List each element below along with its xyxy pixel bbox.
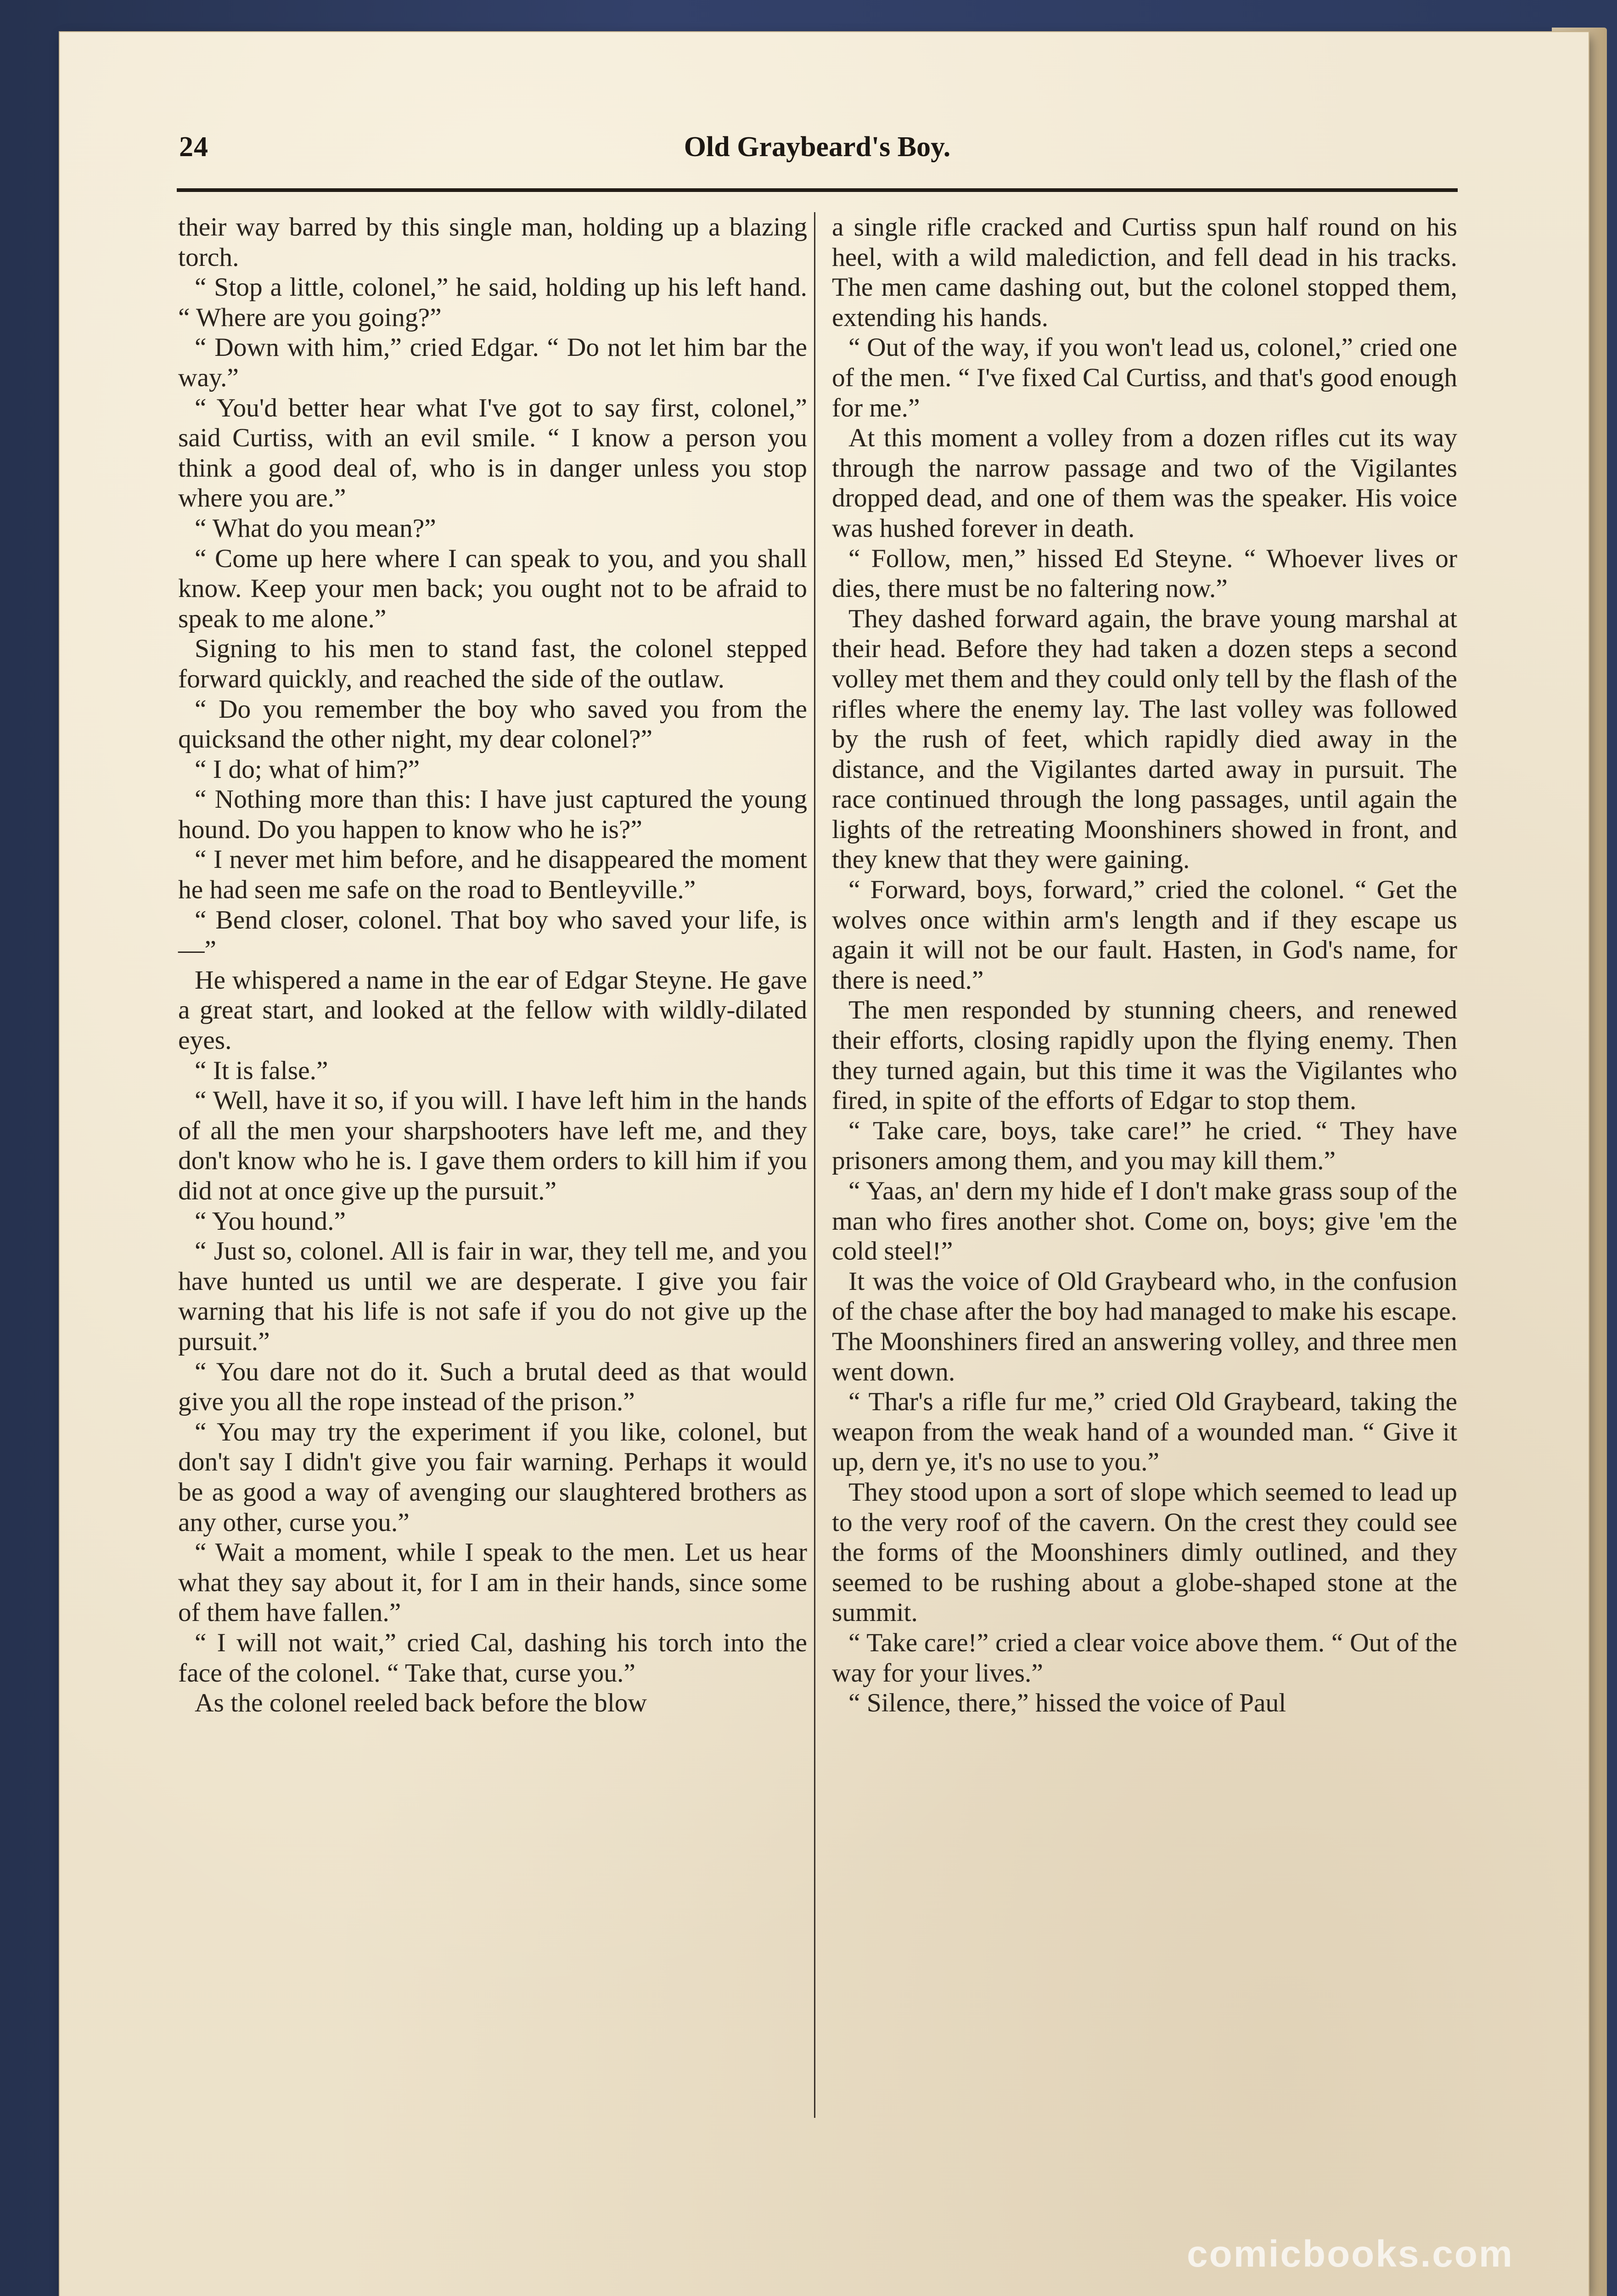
paragraph: a single rifle cracked and Curtiss spun half round on his heel, with a wild malediction, and fell dead in his tracks. The men came dashing out, but the colonel stopped them, extending his hands. [832, 213, 1457, 332]
paragraph: “ Come up here where I can speak to you, and you shall know. Keep your men back; you ought not to be afraid to speak to me alone.” [178, 544, 807, 633]
paragraph: “ Bend closer, colonel. That boy who saved your life, is—” [178, 905, 807, 965]
page-number: 24 [179, 131, 208, 163]
paragraph: “ Stop a little, colonel,” he said, holding up his left hand. “ Where are you going?” [178, 273, 807, 332]
paragraph: “ Yaas, an' dern my hide ef I don't make grass soup of the man who fires another shot. Come on, boys; give 'em the cold steel!” [832, 1176, 1457, 1266]
paragraph: “ Down with him,” cried Edgar. “ Do not let him bar the way.” [178, 333, 807, 392]
paragraph: “ Nothing more than this: I have just captured the young hound. Do you happen to know who he is?” [178, 785, 807, 844]
paragraph: “ Silence, there,” hissed the voice of Paul [848, 1688, 1286, 1718]
paragraph: “ Thar's a rifle fur me,” cried Old Graybeard, taking the weapon from the weak hand of a wounded man. “ Give it up, dern ye, it's no use to you.” [832, 1387, 1457, 1477]
paragraph: “ Take care, boys, take care!” he cried. “ They have prisoners among them, and you may kill them.” [832, 1116, 1457, 1176]
column-divider [814, 212, 815, 2118]
paragraph: It was the voice of Old Graybeard who, in the confusion of the chase after the boy had managed to make his escape. The Moonshiners fired an answering volley, and three men went down. [832, 1266, 1457, 1386]
paragraph: “ You dare not do it. Such a brutal deed as that would give you all the rope instead of the prison.” [178, 1357, 807, 1417]
paragraph: “ You'd better hear what I've got to say first, colonel,” said Curtiss, with an evil smile. “ I know a person you think a good deal of, who is in danger unless you stop where you are.” [178, 393, 807, 513]
paragraph: “ You may try the experiment if you like, colonel, but don't say I didn't give you fair warning. Perhaps it would be as good a way of avenging our slaughtered brothers as any other, curse you.” [178, 1417, 807, 1537]
page-header [179, 131, 1455, 177]
paragraph: Signing to his men to stand fast, the colonel stepped forward quickly, and reached the side of the outlaw. [178, 634, 807, 693]
paragraph: “ I will not wait,” cried Cal, dashing his torch into the face of the colonel. “ Take that, curse you.” [178, 1628, 807, 1688]
paragraph: “ Take care!” cried a clear voice above them. “ Out of the way for your lives.” [832, 1628, 1457, 1688]
paragraph: “ Follow, men,” hissed Ed Steyne. “ Whoever lives or dies, there must be no faltering now.” [832, 544, 1457, 603]
paragraph: “ You hound.” [195, 1206, 346, 1236]
running-title: Old Graybeard's Boy. [684, 131, 951, 163]
left-column [178, 212, 807, 1718]
site-watermark: comicbooks.com [1187, 2233, 1514, 2275]
paragraph: At this moment a volley from a dozen rifles cut its way through the narrow passage and two of the Vigilantes dropped dead, and one of them was the speaker. His voice was hushed forever in death. [832, 423, 1457, 543]
paragraph: their way barred by this single man, holding up a blazing torch. [178, 213, 807, 272]
paragraph: As the colonel reeled back before the blow [195, 1688, 647, 1718]
paragraph: “ Well, have it so, if you will. I have left him in the hands of all the men your sharpshooters have left me, and they don't know who he is. I gave them orders to kill him if you did not at once give up the pursuit.” [178, 1086, 807, 1205]
paragraph: The men responded by stunning cheers, and renewed their efforts, closing rapidly upon the flying enemy. Then they turned again, but this time it was the Vigilantes who fired, in spite of the efforts of Edgar to stop them. [832, 996, 1457, 1115]
paragraph: “ I do; what of him?” [195, 754, 420, 784]
paragraph: “ Just so, colonel. All is fair in war, they tell me, and you have hunted us until we are desperate. I give you fair warning that his life is not safe if you do not give up the pursuit.” [178, 1237, 807, 1356]
paragraph: “ It is false.” [195, 1056, 328, 1085]
paragraph: “ I never met him before, and he disappeared the moment he had seen me safe on the road to Bentleyville.” [178, 845, 807, 905]
paragraph: They dashed forward again, the brave young marshal at their head. Before they had taken a dozen steps a second volley met them and they could only tell by the flash of the rifles where the enemy lay. The last volley was followed by the rush of feet, which rapidly died away in the distance, and the Vigilantes darted away in pursuit. The race continued through the long passages, until again the lights of the retreating Moonshiners showed in front, and they knew that they were gaining. [832, 604, 1457, 874]
paragraph: “ Wait a moment, while I speak to the men. Let us hear what they say about it, for I am in their hands, since some of them have fallen.” [178, 1538, 807, 1627]
paragraph: “ Out of the way, if you won't lead us, colonel,” cried one of the men. “ I've fixed Cal Curtiss, and that's good enough for me.” [832, 333, 1457, 422]
paragraph: “ What do you mean?” [195, 513, 436, 543]
paragraph: He whispered a name in the ear of Edgar Steyne. He gave a great start, and looked at the fellow with wildly-dilated eyes. [178, 965, 807, 1055]
paragraph: “ Forward, boys, forward,” cried the colonel. “ Get the wolves once within arm's length and if they escape us again it will not be our fault. Hasten, in God's name, for there is need.” [832, 875, 1457, 995]
right-column [832, 212, 1457, 1718]
header-rule [177, 188, 1458, 192]
paragraph: “ Do you remember the boy who saved you from the quicksand the other night, my dear colonel?” [178, 694, 807, 754]
paragraph: They stood upon a sort of slope which seemed to lead up to the very roof of the cavern. On the crest they could see the forms of the Moonshiners dimly outlined, and they seemed to be rushing about a globe-shaped stone at the summit. [832, 1477, 1457, 1627]
